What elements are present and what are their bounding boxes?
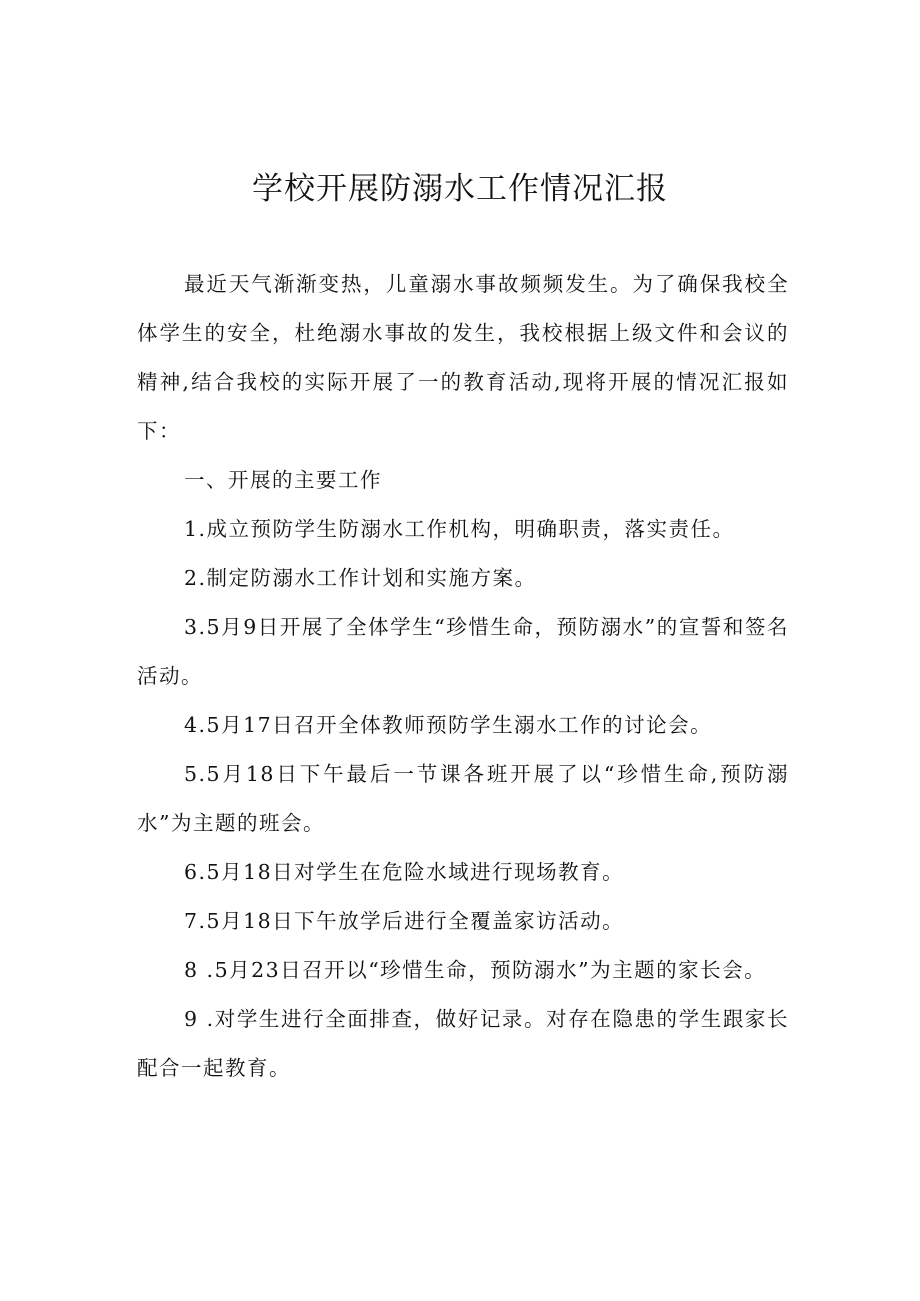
list-item-3: 3.5月9日开展了全体学生“珍惜生命，预防溺水”的宣誓和签名活动。 — [137, 615, 789, 688]
list-item-6: 6.5月18日对学生在危险水域进行现场教育。 — [184, 860, 625, 884]
list-item-2: 2.制定防溺水工作计划和实施方案。 — [184, 566, 537, 590]
list-item-8: 8 .5月23日召开以“珍惜生命，预防溺水”为主题的家长会。 — [184, 958, 767, 982]
list-item-1: 1.成立预防学生防溺水工作机构，明确职责，落实责任。 — [184, 517, 735, 541]
section-heading: 一、开展的主要工作 — [184, 468, 382, 492]
list-item-4: 4.5月17日召开全体教师预防学生溺水工作的讨论会。 — [184, 713, 713, 737]
document-title: 学校开展防溺水工作情况汇报 — [252, 171, 668, 207]
intro-paragraph: 最近天气渐渐变热，儿童溺水事故频频发生。为了确保我校全体学生的安全，杜绝溺水事故的发生，我校根据上级文件和会议的精神,结合我校的实际开展了一的教育活动,现将开展的情况汇报如下： — [137, 272, 789, 443]
list-item-5: 5.5月18日下午最后一节课各班开展了以“珍惜生命,预防溺水”为主题的班会。 — [137, 762, 789, 835]
document-body — [137, 260, 789, 1093]
list-item-7: 7.5月18日下午放学后进行全覆盖家访活动。 — [184, 909, 625, 933]
list-item-9: 9 .对学生进行全面排查，做好记录。对存在隐患的学生跟家长配合一起教育。 — [137, 1007, 789, 1080]
